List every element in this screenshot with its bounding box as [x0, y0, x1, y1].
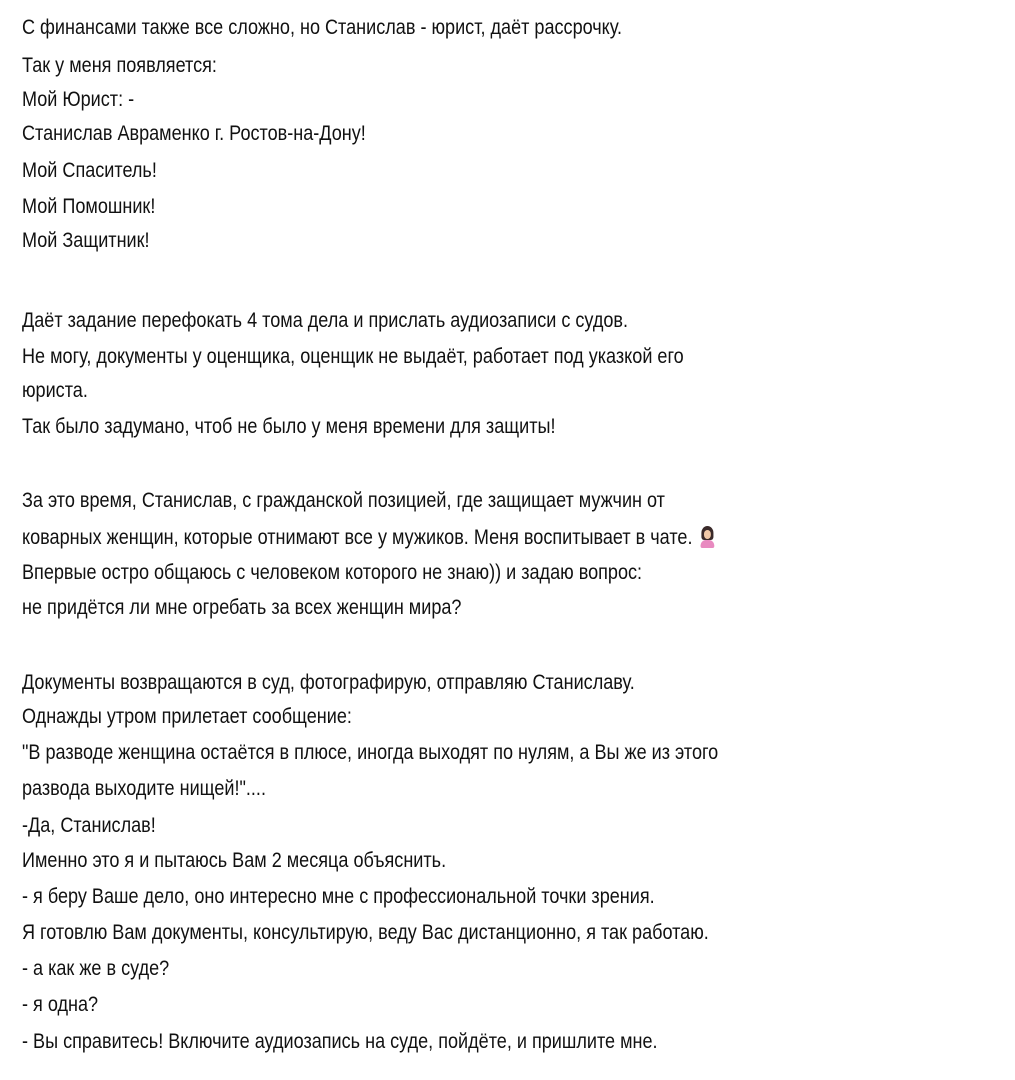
woman-emoji-icon	[699, 526, 714, 548]
text-line: - я одна?	[22, 993, 99, 1016]
text-line: Впервые остро общаюсь с человеком которого не знаю)) и задаю вопрос:	[22, 561, 643, 584]
text-line: Так было задумано, чтоб не было у меня времени для защиты!	[22, 415, 556, 438]
text-line: Именно это я и пытаюсь Вам 2 месяца объяснить.	[22, 849, 447, 872]
text-line: Станислав Авраменко г. Ростов-на-Дону!	[22, 122, 366, 145]
text-line: - я беру Ваше дело, оно интересно мне с профессиональной точки зрения.	[22, 885, 655, 908]
text-line: -Да, Станислав!	[22, 814, 156, 837]
text-line: Я готовлю Вам документы, консультирую, веду Вас дистанционно, я так работаю.	[22, 921, 709, 944]
text-line: развода выходите нищей!"....	[22, 777, 266, 800]
text-line: Даёт задание перефокать 4 тома дела и прислать аудиозаписи с судов.	[22, 309, 629, 332]
text-line: - а как же в суде?	[22, 957, 170, 980]
text-line: Не могу, документы у оценщика, оценщик не выдаёт, работает под указкой его	[22, 345, 684, 368]
text-line: Мой Юрист: -	[22, 88, 135, 111]
text-line: "В разводе женщина остаётся в плюсе, иногда выходят по нулям, а Вы же из этого	[22, 741, 719, 764]
text-line: Так у меня появляется:	[22, 54, 217, 77]
text-line: Мой Защитник!	[22, 229, 150, 252]
text-line-content: коварных женщин, которые отнимают все у мужиков. Меня воспитывает в чате.	[22, 526, 693, 549]
text-line	[22, 526, 715, 550]
text-line: не придётся ли мне огребать за всех женщин мира?	[22, 596, 462, 619]
text-line: За это время, Станислав, с гражданской позицией, где защищает мужчин от	[22, 489, 665, 512]
text-line: С финансами также все сложно, но Станислав - юрист, даёт рассрочку.	[22, 16, 623, 39]
text-line: Мой Спаситель!	[22, 159, 157, 182]
text-line: юриста.	[22, 379, 88, 402]
text-line: Мой Помошник!	[22, 195, 156, 218]
text-line: Документы возвращаются в суд, фотографирую, отправляю Станиславу.	[22, 671, 635, 694]
text-line: Однажды утром прилетает сообщение:	[22, 705, 352, 728]
text-line: - Вы справитесь! Включите аудиозапись на суде, пойдёте, и пришлите мне.	[22, 1030, 658, 1053]
